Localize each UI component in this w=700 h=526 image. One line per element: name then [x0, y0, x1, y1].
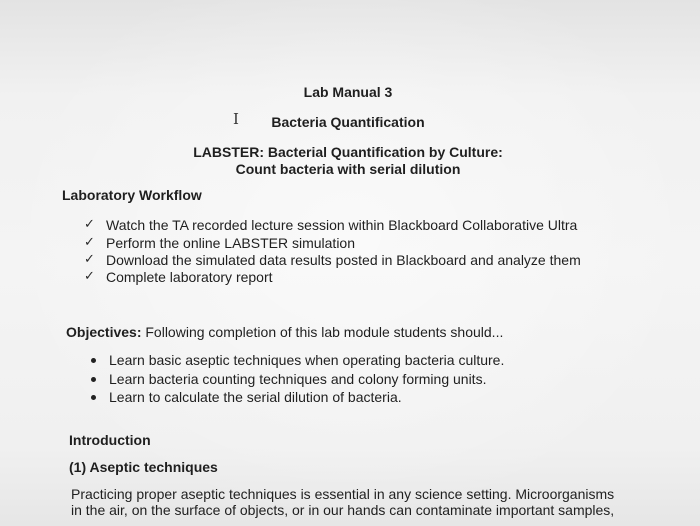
bullet-icon	[91, 377, 96, 382]
workflow-item: Watch the TA recorded lecture session within Blackboard Collaborative Ultra	[106, 217, 578, 233]
bullet-icon	[91, 358, 96, 363]
subject-title: Bacteria Quantification	[271, 114, 425, 130]
manual-title: Lab Manual 3	[303, 84, 393, 100]
workflow-item: Download the simulated data results posted in Blackboard and analyze them	[106, 252, 581, 268]
text-cursor-icon: I	[233, 110, 239, 128]
labster-title-line-2: Count bacteria with serial dilution	[235, 161, 461, 177]
objectives-intro: Following completion of this lab module students should...	[141, 324, 504, 340]
labster-title-line-1: LABSTER: Bacterial Quantification by Culture:	[193, 144, 503, 160]
objectives-label: Objectives:	[66, 324, 142, 340]
workflow-item: Perform the online LABSTER simulation	[106, 235, 355, 251]
checkmark-icon: ✓	[84, 251, 95, 266]
bullet-icon	[91, 395, 96, 400]
intro-paragraph-line-2: in the air, on the surface of objects, or in our hands can contaminate important samples,	[71, 502, 615, 518]
checkmark-icon: ✓	[84, 234, 95, 249]
objectives-line	[66, 324, 503, 341]
objective-item: Learn basic aseptic techniques when operating bacteria culture.	[109, 352, 505, 368]
aseptic-subheading: (1) Aseptic techniques	[69, 459, 218, 475]
introduction-heading: Introduction	[69, 432, 151, 448]
objective-item: Learn to calculate the serial dilution of bacteria.	[109, 389, 402, 405]
workflow-item: Complete laboratory report	[106, 269, 273, 285]
objective-item: Learn bacteria counting techniques and colony forming units.	[109, 371, 487, 387]
intro-paragraph-line-1: Practicing proper aseptic techniques is essential in any science setting. Microorganisms	[71, 486, 615, 502]
checkmark-icon: ✓	[84, 216, 95, 231]
workflow-heading: Laboratory Workflow	[62, 187, 202, 203]
checkmark-icon: ✓	[84, 268, 95, 283]
